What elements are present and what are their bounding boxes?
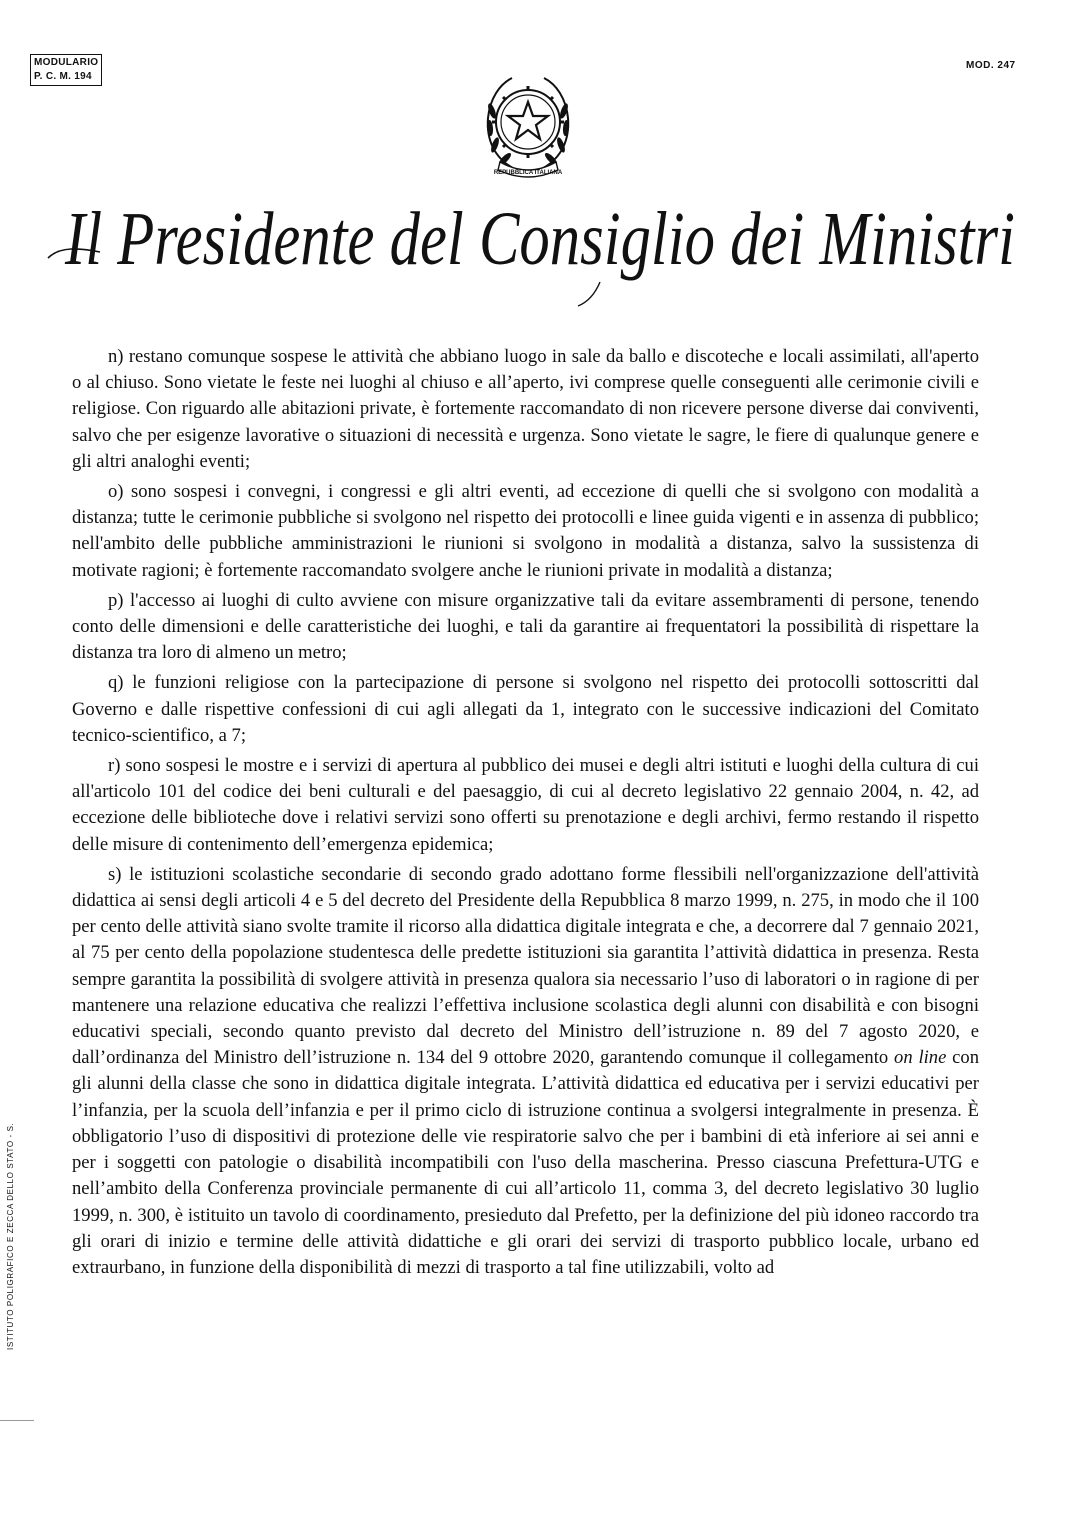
printer-side-label: ISTITUTO POLIGRAFICO E ZECCA DELLO STATO - S. — [6, 1122, 15, 1350]
italian-republic-emblem-icon — [478, 66, 578, 184]
margin-line — [0, 1420, 34, 1421]
paragraph-s — [72, 862, 979, 1281]
paragraph-p: p) l'accesso ai luoghi di culto avviene con misure organizzative tali da evitare assembramenti di persone, tenendo conto delle dimensioni e delle caratteristiche dei luoghi, e tali da garantire ai frequentatori la possibilità di rispettare la distanza tra loro di almeno un metro; — [72, 589, 979, 664]
document-body — [72, 344, 979, 1281]
modulario-label: MODULARIO — [34, 57, 99, 68]
paragraph-n: n) restano comunque sospese le attività che abbiano luogo in sale da ballo e discoteche e locali assimilati, all'aperto o al chiuso. Sono vietate le feste nei luoghi al chiuso e all’aperto, ivi comprese quelle conseguenti alle cerimonie civili e religiose. Con riguardo alle abitazioni private, è fortemente raccomandato di non ricevere persone diverse dai conviventi, salvo che per esigenze lavorative o situazioni di necessità e urgenza. Sono vietate le sagre, le fiere di qualunque genere e gli altri analoghi eventi; — [72, 346, 979, 472]
paragraph-s-part2: con gli alunni della classe che sono in didattica digitale integrata. L’attività didattica ed educativa per i servizi educativi per l’infanzia, per la scuola dell’infanzia e per il primo ciclo di istruzione continua a svolgersi integralmente in presenza. È obbligatorio l’uso di dispositivi di protezione delle vie respiratorie salvo che per i bambini di età inferiore ai sei anni e per i soggetti con patologie o disabilità incompatibili con l'uso della mascherina. Presso ciascuna Prefettura-UTG e nell’ambito della Conferenza provinciale permanente di cui all’articolo 11, comma 3, del decreto legislativo 30 luglio 1999, n. 300, è istituito un tavolo di coordinamento, presieduto dal Prefetto, per la definizione del più idoneo raccordo tra gli orari di inizio e termine delle attività didattiche e gli orari dei servizi di trasporto pubblico locale, urbano ed extraurbano, in funzione della disponibilità di mezzi di trasporto a tal fine utilizzabili, volto ad — [72, 1047, 980, 1278]
emblem-ribbon-text: REPUBBLICA ITALIANA — [493, 170, 563, 176]
page-title — [40, 186, 1040, 312]
page-title-text: Il Presidente del Consiglio dei Ministri — [64, 197, 1015, 281]
paragraph-r: r) sono sospesi le mostre e i servizi di apertura al pubblico dei musei e degli altri istituti e luoghi della cultura di cui all'articolo 101 del codice dei beni culturali e del paesaggio, di cui al decreto legislativo 22 gennaio 2004, n. 42, ad eccezione delle biblioteche dove i relativi servizi sono offerti su prenotazione e degli archivi, fermo restando il rispetto delle misure di contenimento dell’emergenza epidemica; — [72, 755, 979, 855]
modulario-box — [30, 54, 102, 86]
paragraph-s-italic: on line — [894, 1047, 947, 1069]
paragraph-q: q) le funzioni religiose con la partecipazione di persone si svolgono nel rispetto dei protocolli sottoscritti dal Governo e dalle rispettive confessioni di cui agli allegati da 1, integrato con le successive indicazioni del Comitato tecnico-scientifico, a 7; — [72, 672, 979, 746]
paragraph-o: o) sono sospesi i convegni, i congressi e gli altri eventi, ad eccezione di quelli che si svolgono con modalità a distanza; tutte le cerimonie pubbliche si svolgono nel rispetto dei protocolli e linee guida vigenti e in assenza di pubblico; nell'ambito delle pubbliche amministrazioni le riunioni si svolgono in modalità a distanza, salvo la sussistenza di motivate ragioni; è fortemente raccomandato svolgere anche le riunioni private in modalità a distanza; — [72, 481, 979, 581]
mod-number: MOD. 247 — [966, 60, 1016, 71]
modulario-code: P. C. M. 194 — [34, 71, 92, 82]
paragraph-s-part1: s) le istituzioni scolastiche secondarie di secondo grado adottano forme flessibili nell'organizzazione dell'attività didattica ai sensi degli articoli 4 e 5 del decreto del Presidente della Repubblica 8 marzo 1999, n. 275, in modo che il 100 per cento delle attività siano svolte tramite il ricorso alla didattica digitale integrata e che, a decorrere dal 7 gennaio 2021, al 75 per cento della popolazione studentesca delle predette istituzioni sia garantita l’attività didattica in presenza. Resta sempre garantita la possibilità di svolgere attività in presenza qualora sia necessario l’uso di laboratori o in ragione di per mantenere una relazione educativa che realizzi l’effettiva inclusione scolastica degli alunni con disabilità e con bisogni educativi speciali, secondo quanto previsto dal decreto del Ministro dell’istruzione n. 89 del 7 agosto 2020, e dall’ordinanza del Ministro dell’istruzione n. 134 del 9 ottobre 2020, garantendo comunque il collegamento — [72, 863, 979, 1069]
